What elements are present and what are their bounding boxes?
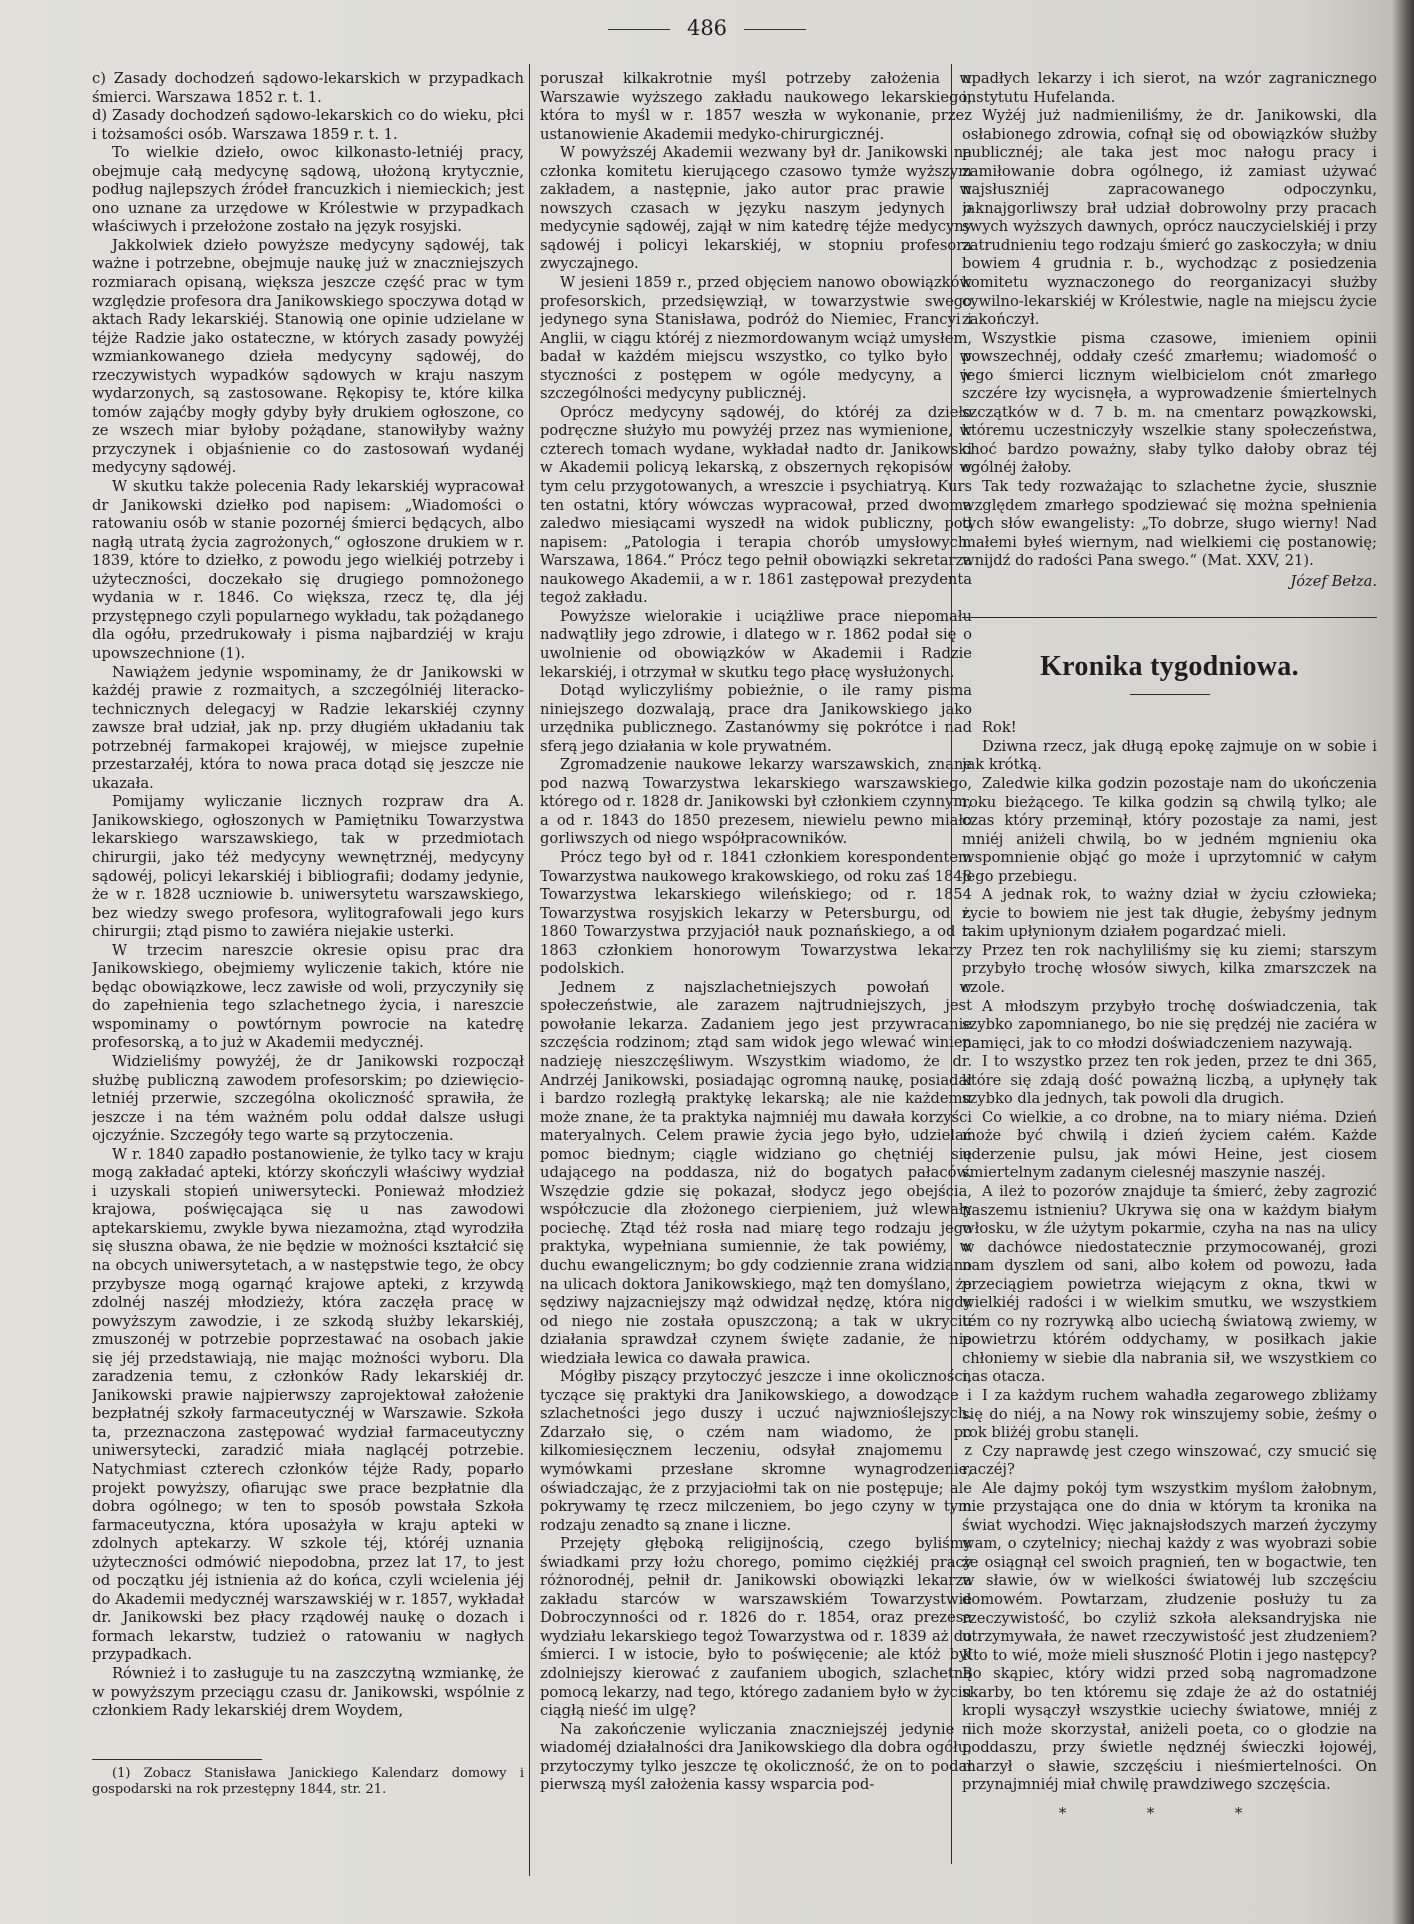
header-dash-right [744, 29, 806, 30]
column-2 [540, 70, 972, 1900]
kronika-paragraph: Rok! [982, 719, 1017, 737]
column-divider-1 [529, 64, 530, 1876]
section-separator [962, 617, 1377, 618]
paragraph: Prócz tego był od r. 1841 członkiem korespondentem Towarzystwa naukowego krakowskiego, od roku zaś 1848 Towarzystwa lekarskiego wileńskiego; od r. 1854 Towarzystwa rosyjskich lekarzy w Petersburgu, od r. 1860 Towarzystwa przyjaciół nauk poznańskiego, a od r. 1863 członkiem honorowym Towarzystwa lekarzy podolskich. [540, 848, 972, 978]
column-3 [962, 70, 1377, 1850]
kronika-paragraph: I to wszystko przez ten rok jeden, przez te dni 365, które się zdają dość poważną liczbą, a upłynęły tak szybko dla jednych, tak powoli dla drugich. [962, 1053, 1377, 1108]
kronika-paragraph: Czy naprawdę jest czego winszować, czy smucić się raczéj? [962, 1442, 1377, 1479]
page-spine-shadow [1392, 0, 1414, 1924]
paragraph: Nawiążem jedynie wspominamy, że dr Janikowski w każdéj prawie z rozmaitych, a szczególniéj literacko-technicznych delegacyj w Radzie lekarskiéj czynny zawsze brał udział, jak np. przy długiém układaniu tak potrzebnéj farmakopei krajowéj, w miejsce zupełnie przestarzałéj, która to nowa praca dotąd się jeszcze nie ukazała. [92, 663, 524, 792]
paragraph: Pomijamy wyliczanie licznych rozpraw dra A. Janikowskiego, ogłoszonych w Pamiętniku Towarzystwa lekarskiego warszawskiego, tak w przedmiotach chirurgii, jako téż medycyny wewnętrznéj, medycyny sądowéj, policyi lekarskiéj i bibliografii; dodamy jedynie, że w r. 1828 uczniowie b. uniwersytetu warszawskiego, bez wiedzy swego profesora, wylitografowali jego kurs chirurgii; ztąd pismo to zawiéra niejakie usterki. [92, 793, 524, 941]
paragraph: Wyżéj już nadmieniliśmy, że dr. Janikowski, dla osłabionego zdrowia, cofnął się od obowiązków służby publicznéj; ale taka jest moc nałogu pracy i zamiłowanie dobra ogólnego, iż zamiast używać najsłuszniéj zapracowanego odpoczynku, jaknajgorliwszy brał udział dobrowolny przy pracach swych wyższych dawnych, oprócz nauczycielskiéj i przy zatrudnieniu tego rodzaju śmierć go zaskoczyła; w dniu bowiem 4 grudnia r. b., wychodząc z posiedzenia komitetu wyznaczonego do reorganizacyi służby cywilno-lekarskiéj w Królestwie, nagle na miejscu życie zakończył. [962, 107, 1377, 329]
paragraph: Dotąd wyliczyliśmy pobieżnie, o ile ramy pisma niniejszego dozwalają, prace dra Janikowskiego jako urzędnika publicznego. Zastanówmy się pokrótce i nad sferą jego działania w kole prywatném. [540, 682, 972, 755]
paragraph: Tak tedy rozważając to szlachetne życie, słusznie względem zmarłego spodziewać się można spełnienia tych słów ewangelisty: „To dobrze, sługo wierny! Nad małemi byłeś wiernym, nad wielkiemi cię postanowię; wnijdź do radości Pana swego.“ (Mat. XXV, 21). [962, 478, 1377, 570]
paragraph: Powyższe wielorakie i uciążliwe prace niepomału nadwątliły jego zdrowie, i dlatego w r. 1862 podał się o uwolnienie od obowiązków w Akademii i Radzie lekarskiéj, i otrzymał w skutku tego płacę wysłużonych. [540, 607, 972, 681]
paragraph: c) Zasady dochodzeń sądowo-lekarskich w przypadkach śmierci. Warszawa 1852 r. t. 1. [92, 70, 524, 106]
column-1 [92, 70, 524, 1870]
kronika-paragraph: Dziwna rzecz, jak długą epokę zajmuje on w sobie i jak krótką. [962, 737, 1377, 774]
paragraph: Mógłby piszący przytoczyć jeszcze i inne okoliczności, tyczące się praktyki dra Janikowskiego, a dowodzące i szlachetności jego duszy i uczuć najwznioślejszych. Zdarzało się, o czém nam wiadomo, że po kilkomiesięcznem leczeniu, odsyłał znajomemu z wymówkami przesłane skromne wynagrodzenie, oświadczając, że z przyjaciołmi tak on nie postępuje; ale pokrywamy tę rzecz milczeniem, bo jego czyny w tym rodzaju zenadto są znane i liczne. [540, 1368, 972, 1534]
header-dash-left [608, 29, 670, 30]
kronika-paragraph: Przez ten rok nachyliliśmy się ku ziemi; starszym przybyło trochę włosów siwych, kilka zmarszczek na czole. [962, 941, 1377, 996]
paragraph: W skutku także polecenia Rady lekarskiéj wypracował dr Janikowski dziełko pod napisem: „Wiadomości o ratowaniu osób w stanie pozornéj śmierci będących, albo nagłą utratą życia zagrożonych,“ ogłoszone drukiem w r. 1839, które to dziełko, z powodu jego wielkiéj potrzeby i użyteczności, doczekało się drugiego pomnożonego wydania w r. 1846. Co większa, rzecz tę, dla jéj przystępnego czyli popularnego wykładu, tak pożądanego dla ogółu, przedrukowały i pisma najbardziéj w kraju upowszechnione (1). [92, 478, 524, 662]
paragraph: W jesieni 1859 r., przed objęciem nanowo obowiązków profesorskich, przedsięwziął, w towarzystwie swego jedynego syna Stanisława, podróż do Niemiec, Francyi i Anglii, w ciągu któréj z niezmordowanym wciąż umysłem, badał w każdém miejscu wszystko, co tylko było w styczności z postępem w ogóle medycyny, a w szczególności medycyny publicznéj. [540, 274, 972, 403]
paragraph: Również i to zasługuje tu na zaszczytną wzmiankę, że w powyższym przeciągu czasu dr. Janikowski, wspólnie z członkiem Rady lekarskiéj drem Woydem, [92, 1665, 524, 1720]
kronika-paragraph: I za każdym ruchem wahadła zegarowego zbliżamy się do niéj, a na Nowy rok winszujemy sobie, żeśmy o rok bliżéj grobu stanęli. [962, 1387, 1377, 1442]
page-number: 486 [686, 16, 728, 40]
paragraph: W r. 1840 zapadło postanowienie, że tylko tacy w kraju mogą zakładać apteki, którzy skończyli właściwy wydział i uzyskali stopień uniwersytecki. Ponieważ młodzież krajowa, poświęcająca się u nas zawodowi aptekarskiemu, zwykle bywa niezamożna, ztąd wyrodziła się słuszna obawa, że nie będzie w możności kształcić się na obcych uniwersytetach, a w następstwie tego, że obcy przybysze mogą ogarnąć krajowe apteki, z krzywdą zdolnéj naszéj młodzieży, która zaczęła pracę w powyższym zawodzie, i ze szkodą służby lekarskiéj, zmuszonéj w potrzebie poprzestawać na osobach jakie się jéj przedstawiają, nie mając możności wyboru. Dla zaradzenia temu, z członków Rady lekarskiéj dr. Janikowski prawie najpierwszy zaprojektował założenie bezpłatnéj szkoły farmaceutycznéj w Warszawie. Szkoła ta, przeznaczona zastępować wydział farmaceutyczny uniwersytecki, zaradzić miała naglącéj potrzebie. Natychmiast czterech członków téjże Rady, poparło projekt powyższy, ofiarując swe prace bezpłatnie dla dobra ogólnego; w ten to sposób powstała Szkoła farmaceutyczna, która uposażyła w kraju apteki w zdolnych aptekarzy. W szkole téj, któréj uznania użyteczności odmówić niepodobna, przez lat 17, to jest od początku jéj istnienia aż do końca, czyli wcielenia jéj do Akademii medycznéj warszawskiéj w r. 1857, wykładał dr. Janikowski bez płacy rządowéj naukę o dozach i formach lekarstw, tudzież o ratowaniu w nagłych przypadkach. [92, 1145, 524, 1664]
author-signature: Józef Bełza. [1290, 572, 1377, 590]
paragraph: Wszystkie pisma czasowe, imieniem opinii powszechnéj, oddały cześć zmarłemu; wiadomość o jego śmierci licznym wielbicielom cnót zmarłego szczére łzy wycisnęła, a wyprowadzenie śmiertelnych szczątków w d. 7 b. m. na cmentarz powązkowski, któremu uczestniczyły wszelkie stany społeczeństwa, choć bardzo poważny, słaby tylko dałoby obraz téj ogólnéj żałoby. [962, 329, 1377, 477]
paragraph: To wielkie dzieło, owoc kilkonasto-letniéj pracy, obejmuje całą medycynę sądową, ułożoną krytycznie, podług najlepszych źródeł francuzkich i niemieckich; jest ono uznane za urzędowe w Królestwie w przypadkach właściwych i przełożone zostało na język rosyjski. [92, 144, 524, 236]
paragraph: Jednem z najszlachetniejszych powołań w społeczeństwie, ale zarazem najtrudniejszych, jest powołanie lekarza. Zadaniem jego jest przywracanie szczęścia rodzinom; ztąd sam widok jego wlewać winien nadzieję nieszczęśliwym. Wszystkim wiadomo, że dr. Andrzéj Janikowski, posiadając ogromną naukę, posiadał i bardzo rozległą praktykę lekarską; ale nie każdemu może znane, że ta praktyka najmniéj mu dawała korzyści materyalnych. Celem prawie życia jego było, udzielać pomoc biednym; ciągle widziano go chętniéj się udającego na poddasza, niż do bogatych pałaców. Wszędzie gdzie się pokazał, słodycz jego obejścia, współczucie dla złożonego cierpieniem, już wlewały pociechę. Ztąd téż rosła nad miarę tego rodzaju jego praktyka, wypełniana sumiennie, że tak powiémy, w duchu ewangelicznym; bo gdy codziennie zrana widziano na ulicach doktora Janikowskiego, mąż ten domyślano, że sędziwy najzacniejszy mąż odwidzał nędzę, która nigdy od niego nie została opuszczoną; a tak w ukryciu działania sprawdzał czynem święte zadanie, że nie wiedziała lewica co dawała prawica. [540, 978, 972, 1367]
section-end-stars: * * * [1058, 1805, 1281, 1823]
title-underline [1130, 694, 1210, 695]
paragraph: upadłych lekarzy i ich sierot, na wzór zagranicznego instytutu Hufelanda. [962, 70, 1377, 106]
paragraph: poruszał kilkakrotnie myśl potrzeby założenia w Warszawie wyższego zakładu naukowego lekarskiego, która to myśl w r. 1857 weszła w wykonanie, przez ustanowienie Akademii medyko-chirurgicznéj. [540, 70, 972, 143]
kronika-paragraph: A jednak rok, to ważny dział w życiu człowieka; życie to bowiem nie jest tak długie, żebyśmy jednym takim upłynionym działem pogardzać mieli. [962, 886, 1377, 941]
paragraph: W powyższéj Akademii wezwany był dr. Janikowski na członka komitetu kierującego czasowo tymże wyższym zakładem, a następnie, jako autor prac prawie w nowszych czasach w języku naszym jedynych o medycynie sądowéj, zajął w nim katedrę téjże medycyny sądowéj i policyi lekarskiéj, w stopniu profesora zwyczajnego. [540, 144, 972, 273]
kronika-paragraph: Zaledwie kilka godzin pozostaje nam do ukończenia roku bieżącego. Te kilka godzin są chwilą tylko; ale czas który przeminął, który pozostaje za nami, jest mniéj aniżeli chwilą, bo w jedném mgnieniu oka wspomnienie objąć go może i uprzytomnić w całym jego przebiegu. [962, 774, 1377, 885]
page-header [0, 16, 1414, 40]
section-title-kronika: Kronika tygodniowa. [1040, 651, 1299, 683]
paragraph: Zgromadzenie naukowe lekarzy warszawskich, znane pod nazwą Towarzystwa lekarskiego warszawskiego, którego od r. 1828 dr. Janikowski był członkiem czynnym, a od r. 1843 do 1850 prezesem, niewielu pewno miało gorliwszych od niego współpracowników. [540, 756, 972, 848]
kronika-paragraph: Ale dajmy pokój tym wszystkim myślom żałobnym, nie przystająca one do dnia w którym ta kronika na świat wychodzi. Więc jaknajsłodszych marzeń życzymy wam, o czytelnicy; niechaj każdy z was wyobrazi sobie że osiągnął cel swoich pragnień, ten w bogactwie, ten w sławie, ów w wielkości światowéj lub szczęściu domowém. Powtarzam, złudzenie posłuży tu za rzeczywistość, bo czyliż szkoła aleksandryjska nie utrzymywała, że nawet rzeczywistość jest złudzeniem? Kto to wié, może mieli słuszność Plotin i jego następcy? Bo skąpiec, który widzi przed sobą nagromadzone skarby, bo ten któremu się zdaje że aż do ostatniéj kropli wysączył wszystkie uciechy światowe, mniéj z nich może skorzystał, aniżeli poeta, co o głodzie na poddaszu, przy świetle nędznéj świeczki łojowéj, marzył o sławie, szczęściu i nieśmiertelności. On przynajmniéj miał chwilę prawdziwego szczęścia. [962, 1479, 1377, 1794]
paragraph: Jakkolwiek dzieło powyższe medycyny sądowéj, tak ważne i potrzebne, obejmuje naukę już w znaczniejszych rozmiarach opisaną, większa jeszcze część prac w tym względzie profesora dra Janikowskiego spoczywa dotąd w aktach Rady lekarskiéj. Stanowią one opinie udzielane w téjże Radzie jako ostateczne, w których zasady powyżéj wzmiankowanego dzieła medycyny sądowéj, do rzeczywistych wypadków sądowych w kraju naszym wydarzonych, są zastosowane. Rękopisy te, które kilka tomów zająćby mogły gdyby były drukiem ogłoszone, co ze wszech miar byłoby pożądane, stanowiłyby ważny przyczynek i objaśnienie co do zastosowań wydanéj medycyny sądowéj. [92, 236, 524, 477]
footnote-rule [92, 1759, 262, 1760]
kronika-paragraph: A ileż to pozorów znajduje ta śmierć, żeby zagrozić naszemu istnieniu? Ukrywa się ona w każdym białym włosku, w źle użytym pokarmie, czyha na nas na ulicy w dachówce niedostatecznie przymocowanéj, grozi nam dyszlem od sani, albo kołem od powozu, łada przeciągiem powietrza wiejącym z okna, tkwi w wielkiéj radości i w wielkim smutku, we wszystkiem tém co ny rozrywką albo uciechą światową zwiemy, w powietrzu którém oddychamy, w posiłkach jakie chłoniemy w siebie dla nabrania sił, we wszystkiem co nas otacza. [962, 1182, 1377, 1386]
paragraph: Widzieliśmy powyżéj, że dr Janikowski rozpoczął służbę publiczną zawodem profesorskim; po dziewięcio-letniéj przerwie, szczególna okoliczność sprawiła, że jeszcze i na tém ważném polu oddał dalsze usługi ojczyźnie. Szczegóły tego warte są przytoczenia. [92, 1052, 524, 1145]
paragraph: d) Zasady dochodzeń sądowo-lekarskich co do wieku, płci i tożsamości osób. Warszawa 1859 r. t. 1. [92, 107, 524, 143]
paragraph: W trzecim nareszcie okresie opisu prac dra Janikowskiego, obejmiemy wyliczenie takich, które nie będąc obowiązkowe, lecz zawisłe od woli, przyczyniły się do zapełnienia tego szlachetnego życia, i nareszcie wspominamy o powtórnym powrocie na katedrę profesorską, a to już w Akademii medycznéj. [92, 941, 524, 1052]
footnote: (1) Zobacz Stanisława Janickiego Kalendarz domowy i gospodarski na rok przestępny 1844, str. 21. [92, 1765, 524, 1797]
kronika-paragraph: A młodszym przybyło trochę doświadczenia, tak szybko zapomnianego, bo nie się prędzéj nie zaciéra w pamięci, jak to co młodzi doświadczeniem nazywają. [962, 997, 1377, 1052]
paragraph: Oprócz medycyny sądowéj, do któréj za dzieło podręczne służyło mu powyżéj przez nas wymienione, w czterech tomach wydane, wykładał nadto dr. Janikowski w Akademii policyą lekarską, z obszernych rękopisów w tym celu przygotowanych, a wreszcie i psychiatryą. Kurs ten ostatni, który wówczas wypracował, przed dwoma zaledwo miesiącami wyszedł na widok publiczny, pod napisem: „Patologia i terapia chorób umysłowych. Warszawa, 1864.“ Prócz tego pełnił obowiązki sekretarza naukowego Akademii, a w r. 1861 zastępował prezydenta tegoż zakładu. [540, 403, 972, 607]
paragraph: Przejęty głęboką religijnością, czego byliśmy świadkami przy łożu chorego, pomimo ciężkiéj pracy różnorodnéj, pełnił dr. Janikowski obowiązki lekarza zakładu starców w warszawskiém Towarzystwie Dobroczynności od r. 1826 do r. 1854, oraz prezesa wydziału lekarskiego tegoż Towarzystwa od r. 1839 aż do śmierci. I w istocie, było to poświęcenie; ale któż był zdolniejszy kierować z zaufaniem ubogich, szlachetną pomocą lekarzy, nad tego, którego zadaniem było w życiu ciągłą nieść im ulgę? [540, 1535, 972, 1720]
kronika-paragraph: Co wielkie, a co drobne, na to miary niéma. Dzień może być chwilą i dzień życiem całém. Każde uderzenie pulsu, jak mówi Heine, jest ciosem śmiertelnym zadanym cielesnéj maszynie naszéj. [962, 1108, 1377, 1182]
paragraph: Na zakończenie wyliczania znaczniejszéj jedynie i wiadoméj działalności dra Janikowskiego dla dobra ogółu, przytoczymy tylko jeszcze tę okoliczność, że on to podał pierwszą myśl założenia kassy wsparcia pod- [540, 1720, 972, 1794]
